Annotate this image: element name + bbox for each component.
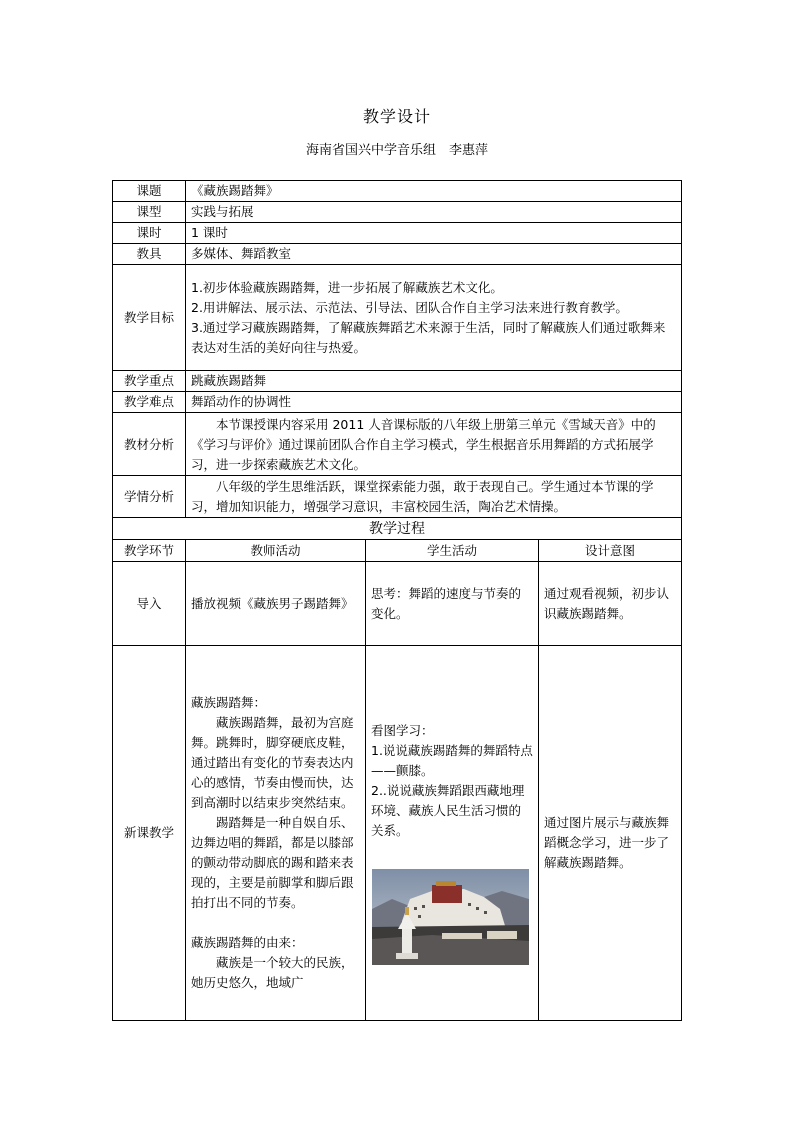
type-value: 实践与拓展 xyxy=(186,202,682,223)
header-teacher: 教师活动 xyxy=(186,540,366,562)
document-subtitle: 海南省国兴中学音乐组 李惠萍 xyxy=(305,143,488,158)
row-difficulty xyxy=(113,392,682,413)
process-section-title: 教学过程 xyxy=(113,518,682,540)
goal-item: 1.初步体验藏族踢踏舞，进一步拓展了解藏族艺术文化。 xyxy=(191,280,503,295)
row-analysis xyxy=(113,413,682,476)
tools-label: 教具 xyxy=(113,244,186,265)
students-value: 八年级的学生思维活跃，课堂探索能力强，敢于表现自己。学生通过本节课的学习，增加知识能力，增强学习意识，丰富校园生活，陶冶艺术情操。 xyxy=(186,476,682,518)
goals-label: 教学目标 xyxy=(113,265,186,371)
students-label: 学情分析 xyxy=(113,476,186,518)
student-item: 1.说说藏族踢踏舞的舞蹈特点——颤膝。 xyxy=(371,743,533,778)
type-label: 课型 xyxy=(113,202,186,223)
row-hours xyxy=(113,223,682,244)
new-teacher xyxy=(186,646,366,1021)
difficulty-label: 教学难点 xyxy=(113,392,186,413)
intro-student: 思考：舞蹈的速度与节奏的变化。 xyxy=(366,562,539,646)
row-key-point xyxy=(113,371,682,392)
difficulty-value: 舞蹈动作的协调性 xyxy=(186,392,682,413)
row-process-title xyxy=(113,518,682,540)
course-value: 《藏族踢踏舞》 xyxy=(186,181,682,202)
lesson-plan-table xyxy=(112,180,682,1021)
new-student xyxy=(366,646,539,1021)
goals-value xyxy=(186,265,682,371)
goal-item: 2.用讲解法、展示法、示范法、引导法、团队合作自主学习法来进行教育教学。 xyxy=(191,300,628,315)
student-item: 2..说说藏族舞蹈跟西藏地理环境、藏族人民生活习惯的关系。 xyxy=(371,783,525,838)
row-tools xyxy=(113,244,682,265)
potala-palace-photo xyxy=(372,869,529,965)
document-title: 教学设计 xyxy=(362,107,431,126)
hours-value: 1 课时 xyxy=(186,223,682,244)
key-point-label: 教学重点 xyxy=(113,371,186,392)
header-intent: 设计意图 xyxy=(539,540,682,562)
row-goals xyxy=(113,265,682,371)
teacher-heading: 藏族踢踏舞的由来： xyxy=(191,935,304,950)
header-stage: 教学环节 xyxy=(113,540,186,562)
student-heading: 看图学习： xyxy=(371,723,434,738)
intro-teacher: 播放视频《藏族男子踢踏舞》 xyxy=(186,562,366,646)
tools-value: 多媒体、舞蹈教室 xyxy=(186,244,682,265)
teacher-paragraph: 藏族是一个较大的民族，她历史悠久，地域广 xyxy=(191,955,354,990)
hours-label: 课时 xyxy=(113,223,186,244)
intro-stage: 导入 xyxy=(113,562,186,646)
row-new-lesson xyxy=(113,646,682,1021)
intro-intent: 通过观看视频，初步认识藏族踢踏舞。 xyxy=(539,562,682,646)
analysis-value: 本节课授课内容采用 2011 人音课标版的八年级上册第三单元《雪域天音》中的《学习与评价》通过课前团队合作自主学习模式，学生根据音乐用舞蹈的方式拓展学习，进一步探索藏族艺术文化。 xyxy=(186,413,682,476)
goal-item: 3.通过学习藏族踢踏舞，了解藏族舞蹈艺术来源于生活，同时了解藏族人们通过歌舞来表达对生活的美好向往与热爱。 xyxy=(191,320,666,355)
row-intro xyxy=(113,562,682,646)
course-label: 课题 xyxy=(113,181,186,202)
new-stage: 新课教学 xyxy=(113,646,186,1021)
teacher-heading: 藏族踢踏舞： xyxy=(191,695,267,710)
row-type xyxy=(113,202,682,223)
analysis-label: 教材分析 xyxy=(113,413,186,476)
header-student: 学生活动 xyxy=(366,540,539,562)
row-students xyxy=(113,476,682,518)
row-process-headers xyxy=(113,540,682,562)
key-point-value: 跳藏族踢踏舞 xyxy=(186,371,682,392)
new-intent: 通过图片展示与藏族舞蹈概念学习，进一步了解藏族踢踏舞。 xyxy=(539,646,682,1021)
row-course xyxy=(113,181,682,202)
teacher-paragraph: 藏族踢踏舞，最初为宫庭舞。跳舞时，脚穿硬底皮鞋，通过踏出有变化的节奏表达内心的感情，节奏由慢而快，达到高潮时以结束步突然结束。 xyxy=(191,715,354,810)
teacher-paragraph: 踢踏舞是一种自娱自乐、边舞边唱的舞蹈，都是以膝部的颤动带动脚底的踢和踏来表现的，主要是前脚掌和脚后跟拍打出不同的节奏。 xyxy=(191,815,354,910)
